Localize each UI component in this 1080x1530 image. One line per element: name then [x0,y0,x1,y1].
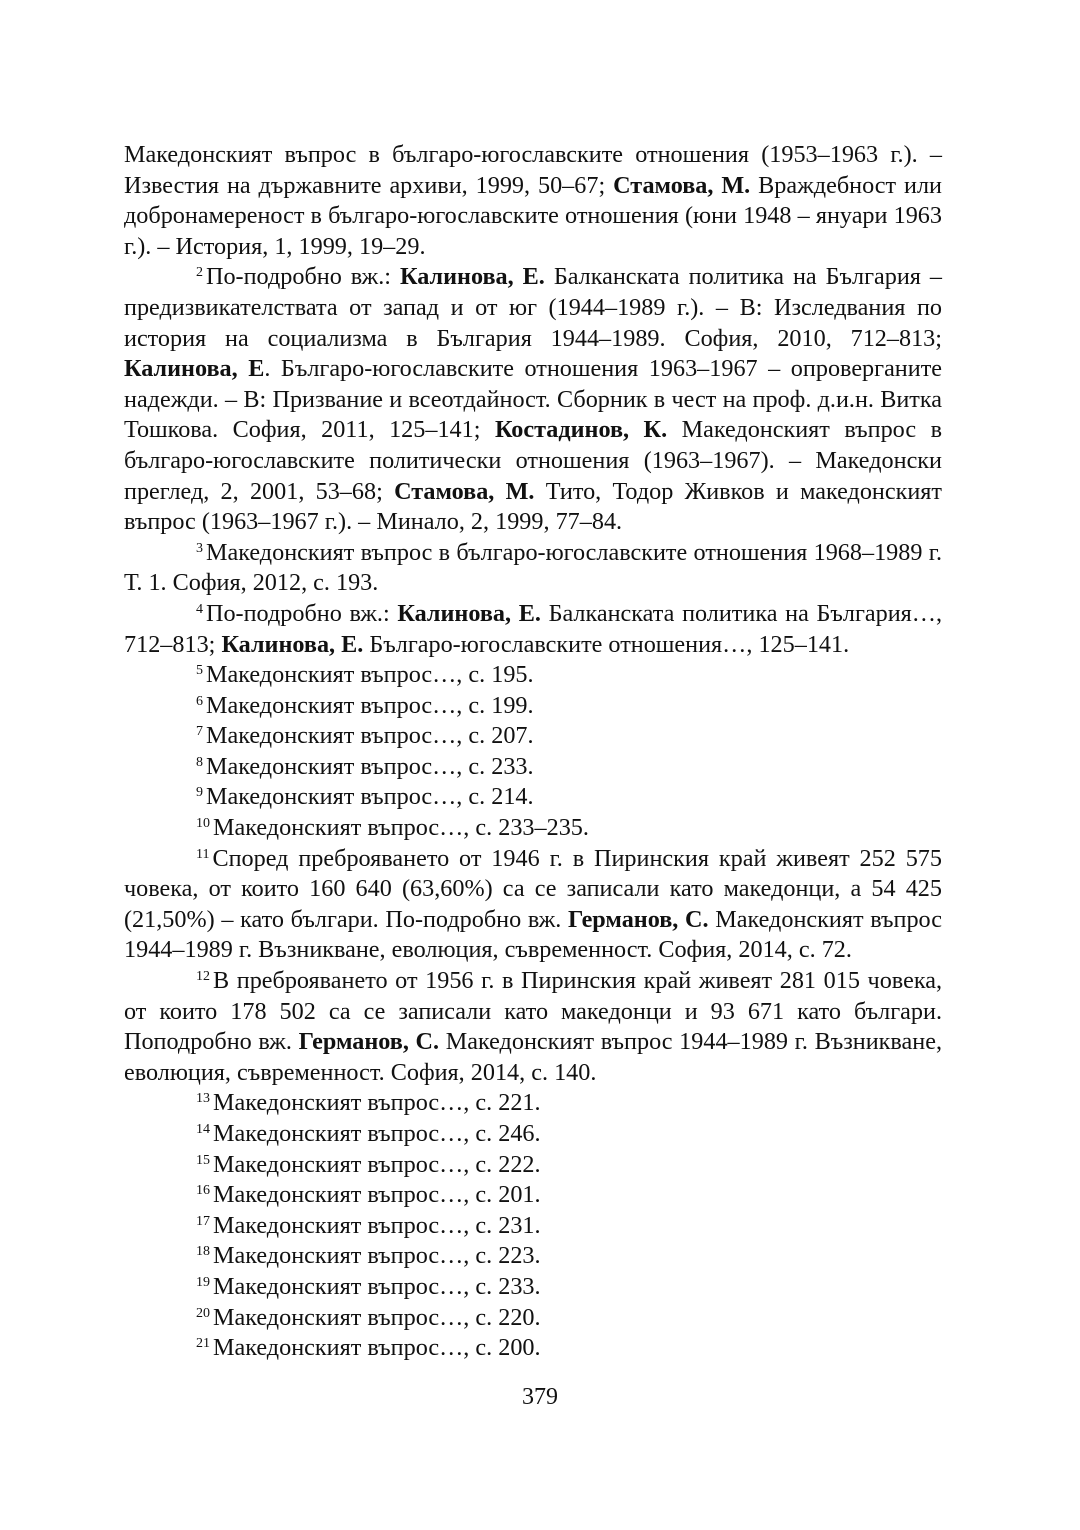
footnote-text: Македонският въпрос…, с. 201. [213,1181,541,1209]
footnote [124,1303,942,1334]
footnote [124,538,942,599]
footnote-number: 4 [196,601,203,617]
footnote [124,1150,942,1181]
footnote-text: Македонският въпрос…, с. 222. [213,1150,541,1178]
footnote-text: По-подробно вж.: [206,263,400,291]
footnote-text: Македонският въпрос…, с. 231. [213,1211,541,1239]
footnote-number: 21 [196,1336,210,1352]
footnote [124,1211,942,1242]
footnote-text: Македонският въпрос…, с. 214. [206,783,534,811]
footnote-number: 6 [196,693,203,709]
footnote-number: 5 [196,663,203,679]
footnote-text: Македонският въпрос…, с. 221. [213,1089,541,1117]
footnote-number: 2 [196,265,203,281]
footnote [124,1088,942,1119]
footnote-number: 11 [196,846,210,862]
footnote-number: 15 [196,1152,210,1168]
footnote-text: Македонският въпрос…, с. 207. [206,722,534,750]
footnote-text: Българо-югославските отношения…, 125–141. [363,630,850,658]
footnote [124,721,942,752]
author-name: Германов, С. [568,905,709,933]
author-name: Германов, С. [298,1028,440,1056]
footnote-number: 18 [196,1244,210,1260]
author-name: Стамова, М. [613,171,751,199]
author-name: Костадинов, К. [494,416,668,444]
footnotes-block [124,140,942,1364]
footnote-number: 10 [196,816,210,832]
author-name: Стамова, М. [394,477,535,505]
footnote-number: 20 [196,1305,210,1321]
footnote [124,844,942,966]
footnote-number: 8 [196,754,203,770]
footnote-number: 17 [196,1213,210,1229]
footnote-number: 19 [196,1274,210,1290]
footnote [124,813,942,844]
footnote-text: Според преброяването от 1946 г. в Пиринския край живеят 252 575 човека, от които 160 640 (63,60%) са се записали като македонци, а 54 425 (21,50%) – като българи. По-подробно вж. [124,844,942,933]
footnote [124,782,942,813]
footnote [124,1180,942,1211]
footnote-number: 14 [196,1122,210,1137]
footnote-text: Македонският въпрос 1944–1989 г. Възникване, еволюция, съвременност. София, 2014, с. 140. [124,1028,942,1086]
footnote [124,660,942,691]
footnote-text: Македонският въпрос…, с. 200. [213,1334,541,1362]
footnote-text: Македонският въпрос…, с. 246. [213,1120,541,1147]
footnote [124,691,942,722]
footnote-text: Македонският въпрос…, с. 195. [206,661,534,689]
footnote-number: 16 [196,1183,210,1199]
footnote [124,599,942,660]
footnote [124,262,942,537]
footnote [124,1272,942,1303]
footnote [124,1119,942,1150]
page-number: 379 [522,1384,558,1410]
author-name: Калинова, Е. [221,630,364,658]
footnote-text: По-подробно вж.: [206,599,398,627]
author-name: Калинова, Е. [397,599,541,627]
author-name: Калинова, Е. [399,263,545,291]
footnote-text: Македонският въпрос…, с. 233. [206,752,534,780]
footnote-number: 9 [196,785,203,801]
footnote-number: 7 [196,724,203,740]
author-name: Калинова, Е [124,355,265,383]
footnote-text: В преброяването от 1956 г. в Пиринския край живеят 281 015 човека, от които 178 502 са се записали като македонци и 93 671 като българи. Поподробно вж. [124,967,942,1056]
footnote [124,1333,942,1364]
footnote-text: Македонският въпрос…, с. 233. [213,1272,541,1300]
footnote-text: Македонският въпрос 1944–1989 г. Възникване, еволюция, съвременност. София, 2014, с. 72. [124,905,942,964]
footnote [124,752,942,783]
footnote-text: Враждебност или добронамереност в българо-югославските отношения (юни 1948 – януари 1963 г.). – История, 1, 1999, 19–29. [124,171,942,260]
footnote-text: Балканската политика на България…, 712–813; [124,599,943,658]
footnote-text: Балканската политика на България – предизвикателствата от запад и от юг (1944–1989 г.). – В: Изследвания по история на социализма в България 1944–1989. София, 2010, 712–813; [124,263,943,352]
footnote-number: 12 [196,969,210,985]
footnote-text: Македонският въпрос в българо-югославските отношения (1953–1963 г.). – Известия на държавните архиви, 1999, 50–67; [124,141,942,199]
footnote-text: . Българо-югославските отношения 1963–1967 – опроверганите надежди. – В: Призвание и всеотдайност. Сборник в чест на проф. д.и.н. Витка Тошкова. София, 2011, 125–141; [124,355,942,444]
footnote-text: Македонският въпрос в българо-югославските политически отношения (1963–1967). – Македонски преглед, 2, 2001, 53–68; [124,416,942,505]
footnote-text: Македонският въпрос…, с. 220. [213,1303,541,1331]
footnote-number: 13 [196,1091,210,1107]
footnote-text: Македонският въпрос…, с. 199. [206,691,534,719]
footnote-text: Тито, Тодор Живков и македонският въпрос (1963–1967 г.). – Минало, 2, 1999, 77–84. [124,477,942,536]
footnote [124,1241,942,1272]
footnote-text: Македонският въпрос…, с. 223. [213,1242,541,1270]
footnote-text: Македонският въпрос…, с. 233–235. [213,814,589,842]
footnote [124,966,942,1088]
footnote [124,140,942,262]
footnote-number: 3 [196,540,203,556]
footnote-text: Македонският въпрос в българо-югославските отношения 1968–1989 г. Т. 1. София, 2012, с. 193. [124,538,942,597]
